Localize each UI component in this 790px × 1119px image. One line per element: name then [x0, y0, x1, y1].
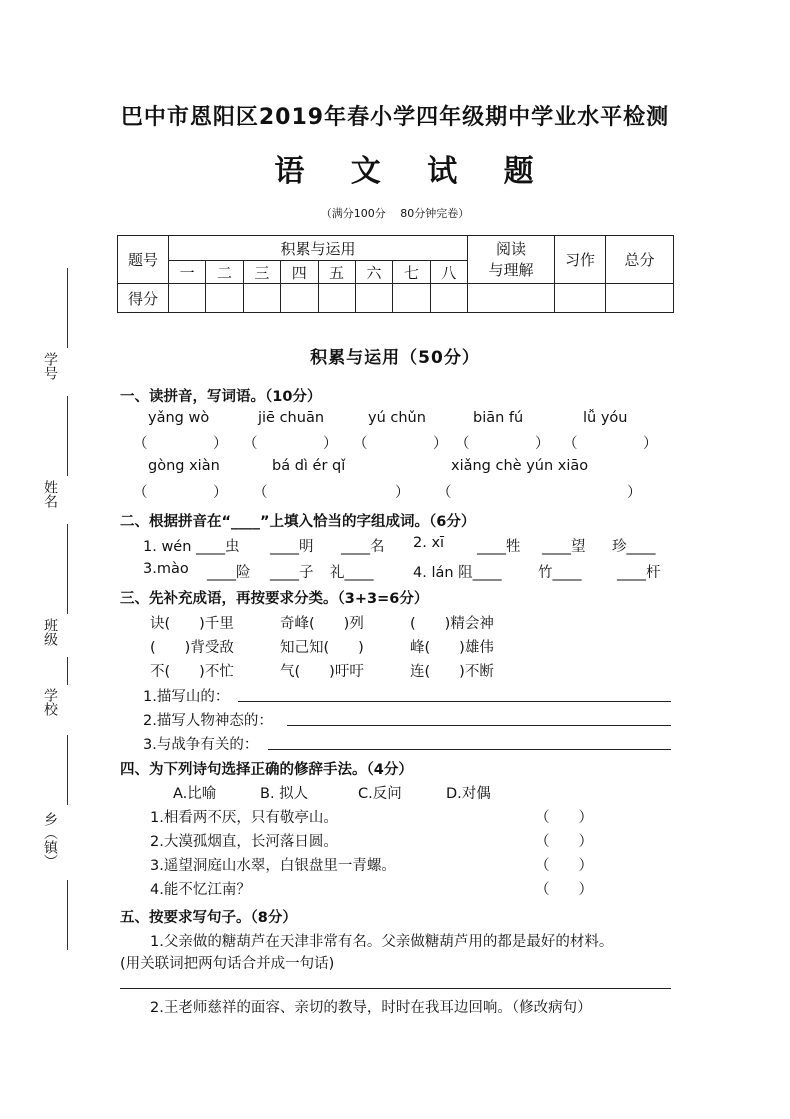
score-cell[interactable]	[169, 284, 206, 313]
score-cell[interactable]	[430, 284, 467, 313]
q2-heading: 二、根据拼音在“____”上填入恰当的字组成词。（6分）	[120, 514, 476, 530]
blank-open: （	[455, 436, 470, 452]
score-cell[interactable]	[281, 284, 318, 313]
answer-line[interactable]	[287, 725, 671, 726]
option: A.比喻	[173, 786, 217, 802]
side-label-xingming: 姓名	[42, 480, 58, 508]
q2-item: ____险	[207, 565, 251, 581]
q2-item: ____望	[542, 539, 586, 555]
idiom-item: ( )精会神	[410, 616, 494, 632]
blank-close: ）	[323, 436, 338, 452]
category-label: 1.描写山的：	[143, 689, 230, 705]
poem-line: 2.大漠孤烟直，长河落日圆。	[150, 834, 338, 850]
reading-line2: 与理解	[488, 260, 534, 279]
pinyin: bá dì ér qǐ	[272, 458, 346, 474]
option: B. 拟人	[260, 786, 309, 802]
blank-close: ）	[535, 436, 550, 452]
q2-item: 1. wén ____虫	[143, 539, 240, 555]
table-col-6: 六	[355, 261, 392, 284]
binding-line	[67, 524, 68, 614]
q2-item: 4. lán 阻____	[413, 565, 502, 581]
blank-open: （	[133, 485, 148, 501]
idiom-item: 奇峰( )列	[280, 616, 364, 632]
blank-close: ）	[433, 436, 448, 452]
table-header-label: 题号	[118, 236, 169, 284]
score-cell[interactable]	[606, 284, 674, 313]
answer-line[interactable]	[268, 749, 671, 750]
idiom-item: 知己知( )	[280, 640, 364, 656]
table-col-2: 二	[206, 261, 243, 284]
answer-bracket[interactable]: （ ）	[535, 834, 593, 850]
table-col-8: 八	[430, 261, 467, 284]
side-label-xuehao: 学号	[42, 352, 58, 380]
q2-item: ____明	[270, 539, 314, 555]
pinyin: jiē chuān	[258, 410, 325, 426]
binding-line	[67, 880, 68, 950]
idiom-item: ( )背受敌	[150, 640, 234, 656]
side-label-xiangzhen: 乡（镇）	[42, 812, 58, 868]
section-title: 积累与运用（50分）	[310, 348, 480, 368]
blank-open: （	[437, 485, 452, 501]
idiom-item: 不( )不忙	[150, 664, 234, 680]
table-score-label: 得分	[118, 284, 169, 313]
score-cell[interactable]	[468, 284, 555, 313]
answer-bracket[interactable]: （ ）	[535, 810, 593, 826]
score-cell[interactable]	[355, 284, 392, 313]
table-col-4: 四	[281, 261, 318, 284]
table-col-7: 七	[393, 261, 430, 284]
poem-line: 4.能不忆江南？	[150, 882, 251, 898]
table-header-reading	[468, 236, 555, 284]
blank-open: （	[563, 436, 578, 452]
idiom-item: 诀( )千里	[150, 616, 234, 632]
side-label-banji: 班级	[42, 618, 58, 646]
q2-item: ____子	[270, 565, 314, 581]
table-col-1: 一	[169, 261, 206, 284]
poem-line: 1.相看两不厌，只有敬亭山。	[150, 810, 338, 826]
pinyin: yú chǔn	[368, 410, 426, 426]
side-label-xuexiao: 学校	[42, 688, 58, 716]
blank-close: ）	[213, 485, 228, 501]
blank-open: （	[253, 485, 268, 501]
exam-note: （满分100分 80分钟完卷）	[320, 207, 470, 220]
blank-close: ）	[643, 436, 658, 452]
table-col-5: 五	[318, 261, 355, 284]
score-cell[interactable]	[206, 284, 243, 313]
blank-close: ）	[627, 485, 642, 501]
q1-heading: 一、读拼音，写词语。（10分）	[120, 389, 322, 405]
pinyin: gòng xiàn	[148, 458, 220, 474]
q2-item: 3.mào	[143, 561, 189, 577]
q4-heading: 四、为下列诗句选择正确的修辞手法。（4分）	[120, 762, 413, 778]
score-cell[interactable]	[555, 284, 606, 313]
blank-open: （	[243, 436, 258, 452]
answer-line[interactable]	[238, 701, 671, 702]
exam-subject: 语 文 试 题	[274, 154, 552, 189]
pinyin: biān fú	[473, 410, 524, 426]
idiom-item: 峰( )雄伟	[410, 640, 494, 656]
score-table	[117, 235, 674, 313]
binding-line	[67, 735, 68, 805]
option: C.反问	[358, 786, 402, 802]
poem-line: 3.遥望洞庭山水翠，白银盘里一青螺。	[150, 858, 396, 874]
q2-item: ____杆	[617, 565, 661, 581]
binding-line	[67, 396, 68, 476]
idiom-item: 气( )吁吁	[280, 664, 364, 680]
idiom-item: 连( )不断	[410, 664, 494, 680]
q2-item: 竹____	[538, 565, 582, 581]
blank-open: （	[353, 436, 368, 452]
q2-item: ____名	[341, 539, 385, 555]
q5-instruction: (用关联词把两句话合并成一句话)	[120, 956, 335, 972]
q3-heading: 三、先补充成语，再按要求分类。（3+3=6分）	[120, 591, 429, 607]
q2-item: 珍____	[612, 539, 656, 555]
binding-line	[67, 268, 68, 348]
score-cell[interactable]	[393, 284, 430, 313]
option: D.对偶	[446, 786, 491, 802]
category-label: 2.描写人物神态的：	[143, 713, 273, 729]
q2-item: ____牲	[477, 539, 521, 555]
q2-item: 2. xī	[413, 535, 445, 551]
table-group-accumulation: 积累与运用	[169, 236, 468, 261]
answer-bracket[interactable]: （ ）	[535, 882, 593, 898]
q5-heading: 五、按要求写句子。（8分）	[120, 910, 297, 926]
score-cell[interactable]	[243, 284, 280, 313]
answer-bracket[interactable]: （ ）	[535, 858, 593, 874]
q5-sentence: 1.父亲做的糖葫芦在天津非常有名。父亲做糖葫芦用的都是最好的材料。	[150, 934, 614, 950]
pinyin: xiǎng chè yún xiāo	[451, 458, 589, 474]
exam-title: 巴中市恩阳区2019年春小学四年级期中学业水平检测	[120, 105, 670, 130]
binding-line	[67, 657, 68, 685]
table-col-3: 三	[243, 261, 280, 284]
blank-close: ）	[213, 436, 228, 452]
q2-item: 礼____	[330, 565, 374, 581]
score-cell[interactable]	[318, 284, 355, 313]
reading-line1: 阅读	[495, 239, 526, 258]
pinyin: lǚ yóu	[583, 410, 628, 426]
pinyin: yǎng wò	[148, 410, 210, 426]
category-label: 3.与战争有关的：	[143, 737, 259, 753]
q5-sentence: 2.王老师慈祥的面容、亲切的教导，时时在我耳边回响。（修改病句）	[150, 1000, 592, 1016]
blank-open: （	[133, 436, 148, 452]
table-header-total: 总分	[606, 236, 674, 284]
table-header-writing: 习作	[555, 236, 606, 284]
answer-line[interactable]	[120, 988, 671, 989]
blank-close: ）	[395, 485, 410, 501]
